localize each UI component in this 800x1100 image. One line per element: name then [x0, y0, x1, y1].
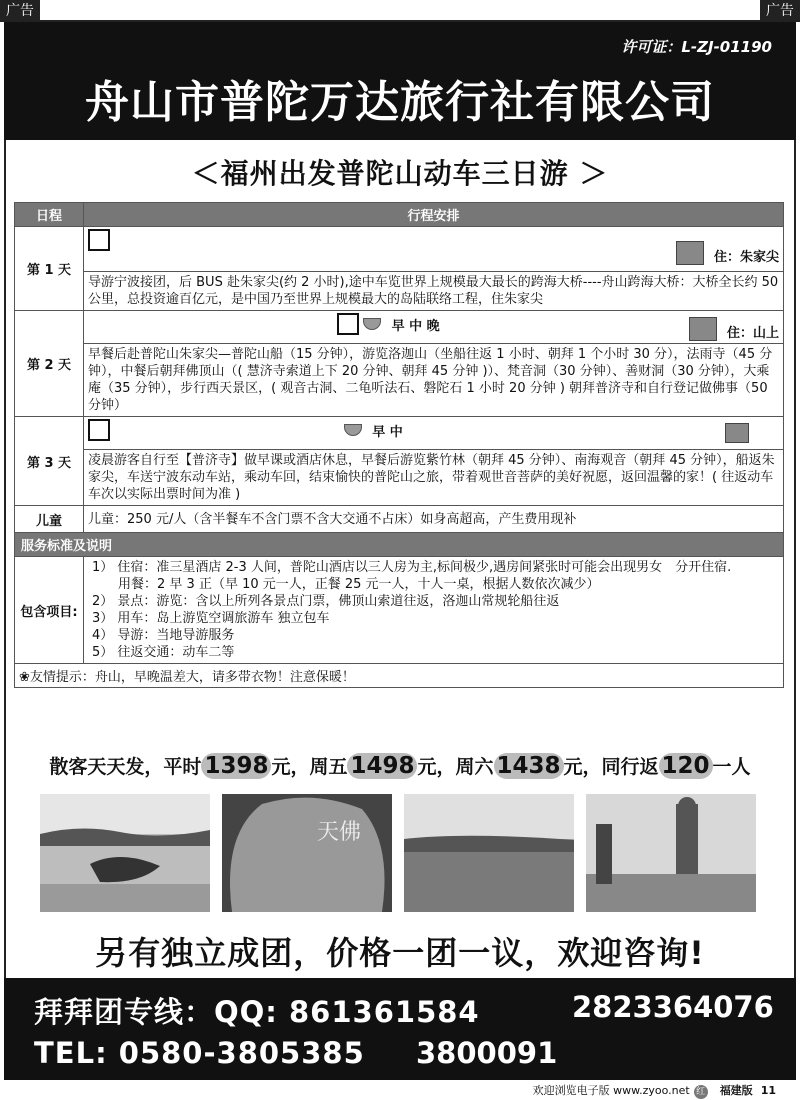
included-item: 2） 景点：游览：含以上所列各景点门票，佛顶山索道往返，洛迦山常规轮船往返 — [92, 594, 560, 609]
included-item: 5） 往返交通：动车二等 — [92, 645, 235, 660]
day-label: 第 2 天 — [15, 311, 84, 417]
col-day-header: 日程 — [15, 203, 84, 227]
phone-number-1: 2823364076 — [572, 990, 774, 1024]
child-row — [15, 506, 784, 533]
service-header: 服务标准及说明 — [15, 533, 784, 557]
meal-bowl-icon — [344, 424, 362, 436]
footer-site: 欢迎浏览电子版 www.zyoo.net — [532, 1084, 690, 1097]
logo-icon: 红 — [694, 1085, 708, 1099]
itinerary-table — [14, 202, 784, 688]
meal-bowl-icon — [363, 318, 381, 330]
inscribed-rock-photo — [222, 794, 392, 912]
photo-strip — [40, 794, 776, 912]
checkbox-icon — [88, 229, 110, 251]
child-label: 儿童 — [15, 506, 84, 533]
included-label: 包含项目: — [15, 557, 84, 664]
price-saturday: 1438 — [494, 753, 564, 779]
tel-contact: TEL: 0580-3805385 — [34, 1036, 365, 1070]
contact-banner — [4, 978, 796, 1080]
price-text: 元，同行返 — [563, 756, 659, 778]
coastline-photo — [404, 794, 574, 912]
child-price: 儿童：250 元/人（含半餐车不含门票不含大交通不占床）如身高超高，产生费用现补 — [84, 506, 784, 533]
price-text: 元，周五 — [271, 756, 348, 778]
day-description: 早餐后赴普陀山朱家尖—普陀山船（15 分钟），游览洛迦山（坐船往返 1 小时、朝拜 1 个小时 30 分），法雨寺（45 分钟），中餐后朝拜佛顶山（( 慧济寺索道上下 20 分钟、朝拜 45 分钟 )）、梵音洞（30 分钟）、善财洞（30 分钟），大乘庵（35 分钟），步行西天景区，( 观音古洞、二龟听法石、磐陀石 1 小时 20 分钟 ) 朝拜普济寺和自行登记做佛事（50 分钟） — [84, 344, 784, 417]
day-row — [15, 311, 784, 344]
company-name: 舟山市普陀万达旅行社有限公司 — [85, 77, 715, 128]
phone-number-2: 3800091 — [416, 1036, 558, 1070]
day-row — [15, 227, 784, 272]
travel-tip: ❀友情提示：舟山，早晚温差大，请多带衣物！注意保暖！ — [15, 664, 784, 688]
hotel-icon — [676, 241, 704, 265]
house-icon — [725, 423, 749, 443]
group-tour-tagline: 另有独立成团，价格一团一议，欢迎咨询! — [95, 934, 705, 972]
qq-contact: 拜拜团专线：QQ: 861361584 — [34, 995, 480, 1029]
price-weekday: 1398 — [201, 753, 271, 779]
page-footer — [533, 1082, 776, 1099]
included-row — [15, 557, 784, 664]
tour-title: ＜福州出发普陀山动车三日游 ＞ — [191, 157, 609, 190]
included-item: 4） 导游：当地导游服务 — [92, 628, 235, 643]
day-label: 第 3 天 — [15, 417, 84, 506]
page-number: 11 — [760, 1084, 776, 1097]
day-description: 凌晨游客自行至【普济寺】做早课或酒店休息，早餐后游览紫竹林（朝拜 45 分钟）、南海观音（朝拜 45 分钟），船返朱家尖，车送宁波东动车站，乘动车回，结束愉快的普陀山之旅，带着观世音菩萨的美好祝愿，返回温馨的家！( 往返动车车次以实际出票时间为准 ) — [84, 450, 784, 506]
hotel-icon — [689, 317, 717, 341]
company-header — [4, 22, 796, 140]
guanyin-statue-photo — [586, 794, 756, 912]
day-description: 导游宁波接团，后 BUS 赴朱家尖(约 2 小时),途中车览世界上规模最大最长的跨海大桥----舟山跨海大桥：大桥全长约 50 公里，总投资逾百亿元，是中国乃至世界上规模最大的岛陆联络工程，住朱家尖 — [84, 272, 784, 311]
price-text: 元，周六 — [417, 756, 494, 778]
day-label: 第 1 天 — [15, 227, 84, 311]
included-item: 1） 住宿：准三星酒店 2-3 人间，普陀山酒店以三人房为主,标间极少,遇房间紧张时可能会出现男女 分开住宿. — [92, 560, 732, 575]
price-friday: 1498 — [347, 753, 417, 779]
meal-info: 早 中 — [372, 424, 403, 440]
price-line — [0, 752, 800, 779]
checkbox-icon — [88, 419, 110, 441]
footer-edition: 福建版 — [719, 1084, 753, 1097]
stay-location: 住：山上 — [726, 326, 779, 341]
price-text: 一人 — [712, 756, 751, 778]
meal-info: 早 中 晚 — [391, 318, 440, 334]
col-plan-header: 行程安排 — [84, 203, 784, 227]
rock-inscription: 天佛 — [317, 820, 362, 845]
included-item: 3） 用车：岛上游览空调旅游车 独立包车 — [92, 611, 330, 626]
included-item: 用餐：2 早 3 正（早 10 元一人，正餐 25 元一人，十人一桌，根据人数依次减少） — [92, 577, 600, 592]
checkbox-icon — [337, 313, 359, 335]
ad-label-left: 广告 — [0, 0, 40, 22]
price-text: 散客天天发，平时 — [49, 756, 202, 778]
ad-label-right: 广告 — [760, 0, 800, 22]
island-aerial-photo — [40, 794, 210, 912]
license-number: 许可证：L-ZJ-01190 — [621, 38, 772, 56]
day-row — [15, 417, 784, 450]
stay-location: 住：朱家尖 — [713, 250, 779, 265]
price-rebate: 120 — [659, 753, 713, 779]
